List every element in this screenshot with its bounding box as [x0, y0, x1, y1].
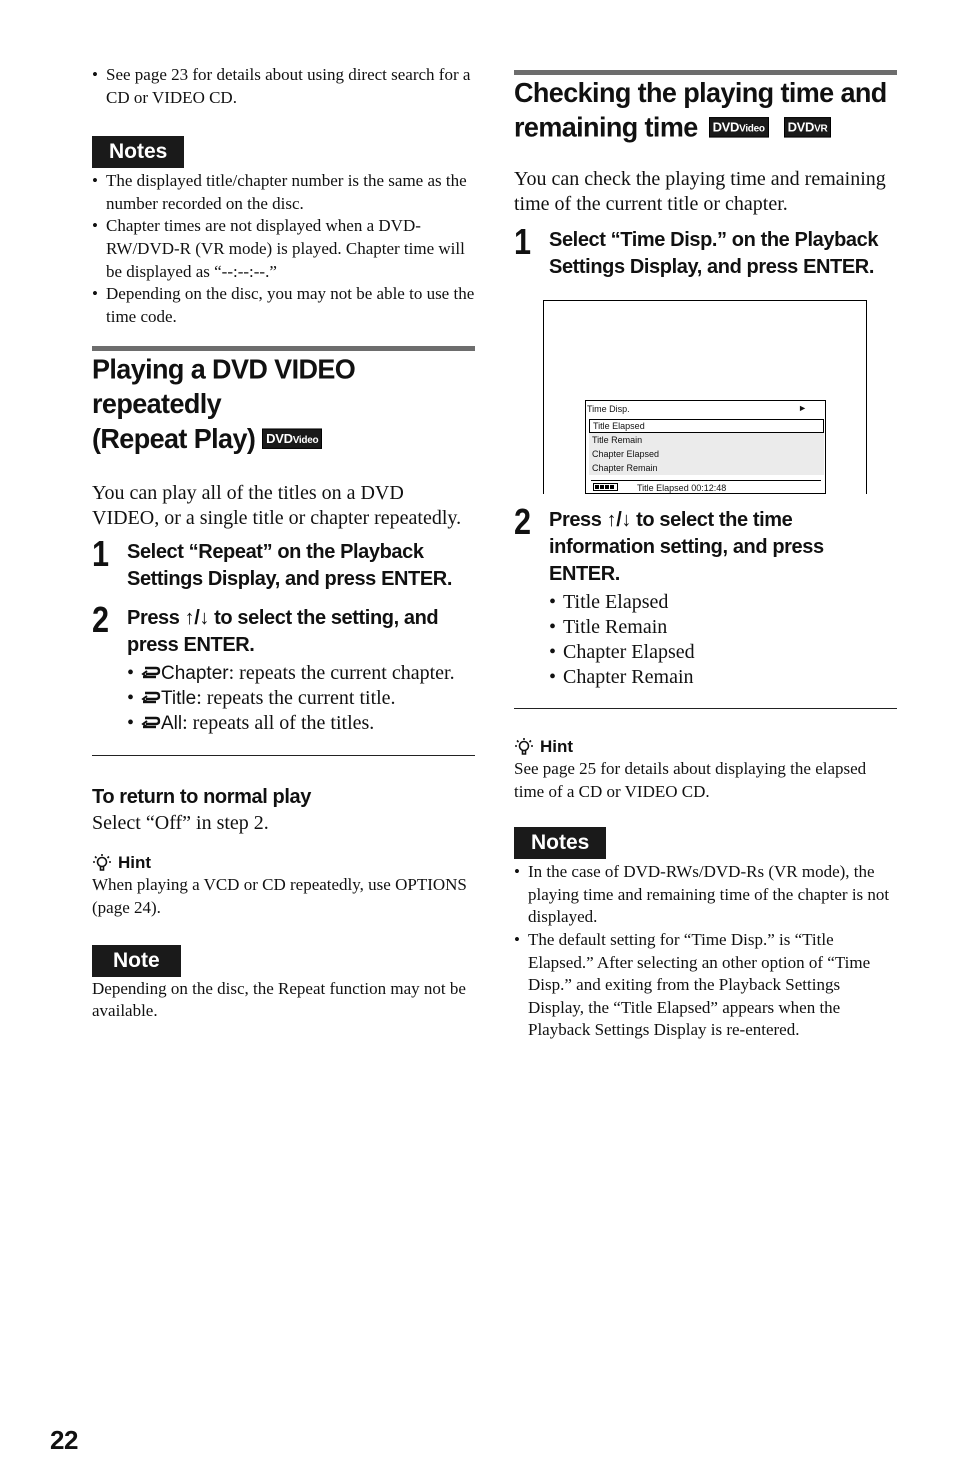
divider: [514, 708, 897, 709]
intro-bullet-list: [92, 64, 475, 109]
hint-heading: [514, 736, 897, 758]
step-number: 2: [92, 599, 110, 641]
option-key: Chapter: [161, 663, 229, 685]
repeat-option-all: [127, 711, 475, 736]
hint-block: [92, 852, 475, 919]
menu-item[interactable]: Chapter Elapsed: [589, 447, 824, 461]
step-number: 1: [514, 221, 532, 262]
time-option: • Chapter Elapsed: [549, 640, 897, 665]
page-number: 22: [50, 1425, 78, 1455]
menu-list: [589, 419, 824, 475]
repeat-icon: [141, 666, 161, 680]
notes-item: • Depending on the disc, you may not be able to use the time code.: [92, 283, 475, 328]
intro-bullet: • See page 23 for details about using direct search for a CD or VIDEO CD.: [92, 64, 475, 109]
section-title: [92, 352, 475, 456]
menu-item[interactable]: Chapter Remain: [589, 461, 824, 475]
repeat-icon: [141, 716, 161, 730]
badge-sub: Video: [292, 434, 319, 447]
notes-item: • The displayed title/chapter number is the same as the number recorded on the disc.: [92, 170, 475, 215]
repeat-option-chapter: [127, 661, 475, 686]
time-section: [514, 70, 897, 690]
section-intro: You can play all of the titles on a DVD VIDEO, or a single title or chapter repeatedly.: [92, 482, 462, 530]
menu-title: Time Disp.: [587, 404, 630, 414]
section-rule: [92, 346, 475, 351]
section-intro: You can check the playing time and remaining time of the current title or chapter.: [514, 168, 886, 215]
badge-main: DVD: [712, 119, 740, 135]
badge-sub: VR: [814, 123, 828, 135]
section-title-line1: Playing a DVD VIDEO repeatedly: [92, 354, 356, 420]
section-title-line1: Checking the playing time and: [514, 77, 887, 108]
badge-main: DVD: [787, 119, 815, 135]
step-number: 2: [514, 501, 532, 542]
time-option: • Chapter Remain: [549, 665, 897, 690]
normal-play-heading: To return to normal play: [92, 786, 311, 809]
note-text: Depending on the disc, the Repeat function may not be available.: [92, 978, 466, 1021]
section-title: [514, 75, 897, 144]
menu-item[interactable]: Title Remain: [589, 433, 824, 447]
notes-box: [92, 136, 475, 328]
repeat-icon: [141, 691, 161, 705]
menu-item-selected[interactable]: Title Elapsed: [589, 419, 824, 433]
notes-box: [514, 827, 897, 1042]
notes-item: • In the case of DVD-RWs/DVD-Rs (VR mode), the playing time and remaining time of the chapter is not displayed.: [514, 861, 897, 929]
hint-text: See page 25 for details about displaying the elapsed time of a CD or VIDEO CD.: [514, 759, 867, 801]
hint-label: Hint: [118, 853, 152, 873]
progress-icon: [593, 483, 619, 491]
hint-heading: [92, 852, 475, 874]
time-option: • Title Elapsed: [549, 590, 897, 615]
note-box: [92, 945, 475, 1023]
notes-list: [514, 861, 897, 1042]
notes-label: Notes: [514, 827, 606, 859]
dvd-video-badge: [262, 429, 322, 449]
notes-item: • Chapter times are not displayed when a DVD-RW/DVD-R (VR mode) is played. Chapter time will be displayed as “--:--:--.”: [92, 215, 475, 283]
option-desc: : repeats the current title.: [196, 687, 396, 710]
repeat-option-title: [127, 686, 475, 711]
step-text: Select “Repeat” on the Playback Settings Display, and press ENTER.: [127, 541, 453, 591]
step-2: [514, 501, 897, 588]
lightbulb-icon: [92, 853, 112, 873]
repeat-options: [127, 661, 475, 736]
step-text: Press ↑/↓ to select the setting, and press ENTER.: [127, 607, 439, 657]
elapsed-time: Title Elapsed 00:12:48: [637, 483, 727, 493]
lightbulb-icon: [514, 737, 534, 757]
note-label: Note: [92, 945, 181, 977]
normal-play-text: Select “Off” in step 2.: [92, 812, 269, 835]
option-desc: : repeats the current chapter.: [228, 662, 455, 685]
time-option: • Title Remain: [549, 615, 897, 640]
right-column: [514, 70, 897, 1042]
section-rule: [514, 70, 897, 75]
option-desc: : repeats all of the titles.: [182, 712, 375, 735]
status-bar: [591, 480, 821, 494]
normal-play-block: [92, 784, 475, 836]
repeat-section: [92, 346, 475, 736]
time-options: [549, 590, 897, 690]
notes-list: [92, 170, 475, 328]
hint-text: When playing a VCD or CD repeatedly, use OPTIONS (page 24).: [92, 875, 467, 917]
section-title-line2: remaining time: [514, 112, 698, 143]
badge-sub: Video: [739, 123, 765, 135]
hint-block: [514, 736, 897, 803]
section-title-line2: (Repeat Play): [92, 423, 256, 455]
left-column: [92, 64, 475, 1023]
step-1: [92, 533, 475, 593]
step-text: Press ↑/↓ to select the time information setting, and press ENTER.: [549, 509, 824, 585]
step-number: 1: [92, 533, 110, 575]
notes-label: Notes: [92, 136, 184, 168]
playback-settings-screen: [543, 300, 867, 494]
badge-main: DVD: [266, 430, 293, 447]
option-key: All: [161, 713, 183, 735]
hint-label: Hint: [540, 737, 574, 756]
step-1: [514, 221, 897, 281]
step-2: [92, 599, 475, 659]
step-text: Select “Time Disp.” on the Playback Settings Display, and press ENTER.: [549, 229, 879, 278]
dvd-video-badge: [709, 117, 769, 137]
option-key: Title: [161, 688, 197, 710]
notes-item: • The default setting for “Time Disp.” is “Title Elapsed.” After selecting an other option of “Time Disp.” and exiting from the Playback Settings Display, the “Title Elapsed” appears when the Playback Settings Display is re-entered.: [514, 929, 897, 1042]
play-arrow-icon: ►: [798, 403, 807, 413]
time-disp-menu: [585, 400, 826, 494]
dvd-vr-badge: [784, 117, 832, 137]
divider: [92, 755, 475, 756]
